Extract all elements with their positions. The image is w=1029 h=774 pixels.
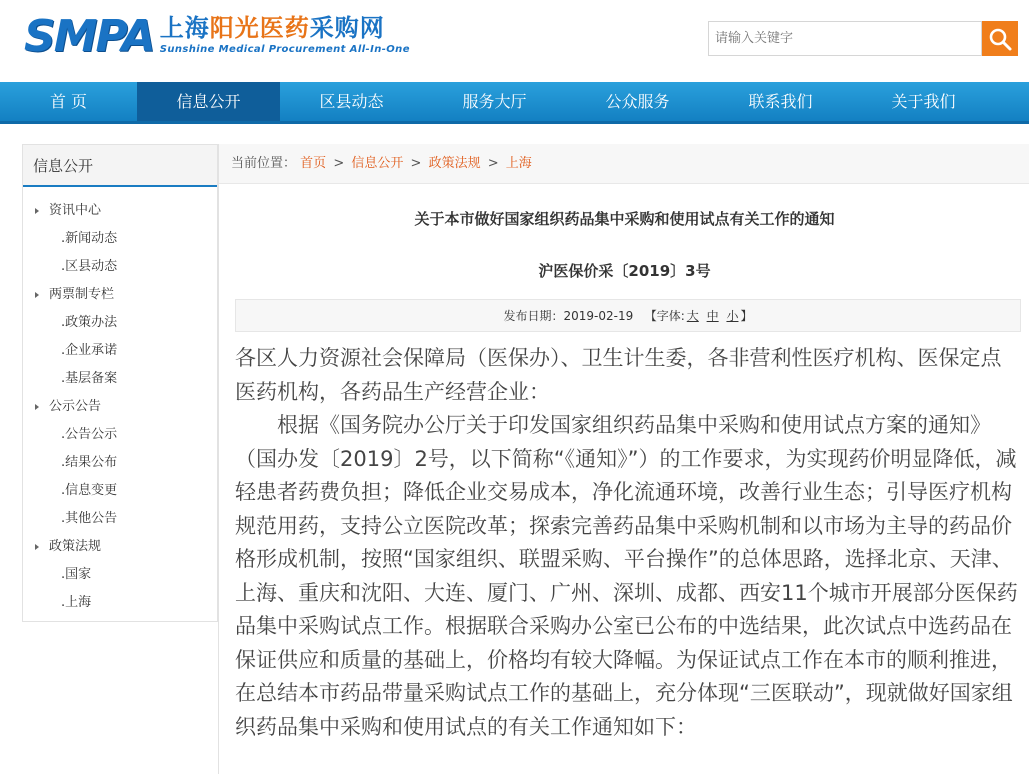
sidebar-item-grassroots-filing[interactable]: .基层备案	[61, 371, 118, 386]
sidebar-item-shanghai[interactable]: .上海	[61, 595, 92, 610]
breadcrumb-separator: >	[333, 156, 345, 171]
sidebar	[22, 144, 218, 622]
article-doc-number: 沪医保价采〔2019〕3号	[538, 262, 711, 280]
sidebar-item-news[interactable]: .新闻动态	[61, 231, 118, 246]
logo-chinese-name: 上海阳光医药采购网	[159, 13, 385, 42]
sidebar-item-enterprise-commitment[interactable]: .企业承诺	[61, 343, 118, 358]
font-size-label-close: 】	[740, 309, 753, 323]
search-input[interactable]	[708, 21, 982, 56]
magnifier-icon	[987, 26, 1013, 52]
nav-public-service[interactable]: 公众服务	[605, 92, 670, 111]
article-paragraph: 各区人力资源社会保障局（医保办）、卫生计生委，各非营利性医疗机构、医保定点医药机构，各药品生产经营企业：	[235, 346, 1002, 404]
font-size-medium-link[interactable]: 中	[706, 309, 719, 323]
site-header	[0, 0, 1029, 82]
sidebar-item-policy-measures[interactable]: .政策办法	[61, 315, 118, 330]
sidebar-item-district[interactable]: .区县动态	[61, 259, 118, 274]
sidebar-item-notice[interactable]: .公告公示	[61, 427, 118, 442]
breadcrumb-separator: >	[487, 156, 499, 171]
nav-home[interactable]: 首 页	[49, 92, 88, 111]
breadcrumb-separator: >	[410, 156, 422, 171]
breadcrumb-policies[interactable]: 政策法规	[428, 156, 481, 171]
article-meta	[235, 299, 1021, 332]
sidebar-item-news-center[interactable]: 资讯中心	[23, 197, 217, 225]
sidebar-title: 信息公开	[23, 145, 217, 187]
breadcrumb-shanghai[interactable]: 上海	[505, 156, 532, 171]
publish-date: 发布日期：2019-02-19	[503, 309, 634, 323]
sidebar-menu	[23, 187, 217, 617]
caret-right-icon	[35, 544, 39, 550]
search-button[interactable]	[982, 21, 1018, 56]
sidebar-item-national[interactable]: .国家	[61, 567, 92, 582]
site-logo[interactable]	[24, 11, 410, 64]
logo-english-name: Sunshine Medical Procurement All-In-One	[159, 44, 410, 55]
nav-about-us[interactable]: 关于我们	[891, 92, 956, 111]
font-size-label: 【字体:	[644, 309, 685, 323]
sidebar-item-two-invoice[interactable]: 两票制专栏	[23, 281, 217, 309]
article-body	[235, 342, 1019, 744]
breadcrumb	[219, 144, 1029, 184]
main-nav	[0, 82, 1029, 124]
caret-right-icon	[35, 404, 39, 410]
breadcrumb-home[interactable]: 首页	[300, 156, 327, 171]
article-paragraph: 根据《国务院办公厅关于印发国家组织药品集中采购和使用试点方案的通知》（国办发〔2019〕2号，以下简称“《通知》”）的工作要求，为实现药价明显降低，减轻患者药费负担；降低企业交易成本，净化流通环境，改善行业生态；引导医疗机构规范用药，支持公立医院改革；探索完善药品集中采购机制和以市场为主导的药品价格形成机制，按照“国家组织、联盟采购、平台操作”的总体思路，选择北京、天津、上海、重庆和沈阳、大连、厦门、广州、深圳、成都、西安11个城市开展部分医保药品集中采购试点工作。根据联合采购办公室已公布的中选结果，此次试点中选药品在保证供应和质量的基础上，价格均有较大降幅。为保证试点工作在本市的顺利推进，在总结本市药品带量采购试点工作的基础上，充分体现“三医联动”，现就做好国家组织药品集中采购和使用试点的有关工作通知如下：	[235, 413, 1018, 739]
font-size-large-link[interactable]: 大	[686, 309, 699, 323]
font-size-small-link[interactable]: 小	[726, 309, 739, 323]
nav-service-hall[interactable]: 服务大厅	[462, 92, 527, 111]
nav-contact-us[interactable]: 联系我们	[748, 92, 813, 111]
nav-info-public[interactable]: 信息公开	[137, 82, 280, 121]
sidebar-item-other-notice[interactable]: .其他公告	[61, 511, 118, 526]
caret-right-icon	[35, 292, 39, 298]
logo-abbr: SMPA	[24, 11, 154, 62]
sidebar-item-policies[interactable]: 政策法规	[23, 533, 217, 561]
sidebar-item-announcements[interactable]: 公示公告	[23, 393, 217, 421]
breadcrumb-info-public[interactable]: 信息公开	[351, 156, 404, 171]
main-content	[218, 144, 1029, 774]
nav-district-news[interactable]: 区县动态	[319, 92, 384, 111]
article-title: 关于本市做好国家组织药品集中采购和使用试点有关工作的通知	[414, 210, 835, 228]
breadcrumb-prefix: 当前位置：	[231, 156, 297, 171]
sidebar-item-results[interactable]: .结果公布	[61, 455, 118, 470]
caret-right-icon	[35, 208, 39, 214]
sidebar-item-info-change[interactable]: .信息变更	[61, 483, 118, 498]
